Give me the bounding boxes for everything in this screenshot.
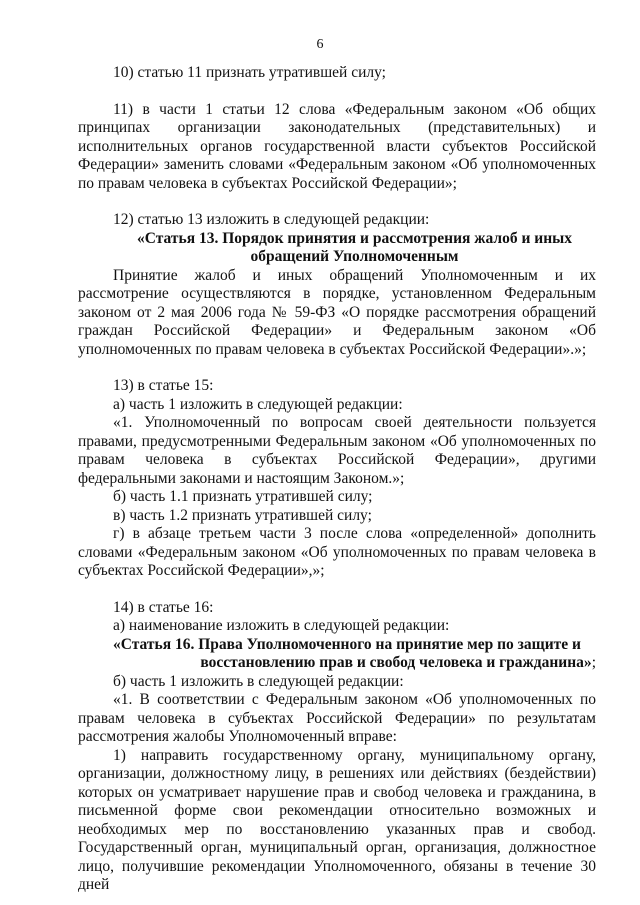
- article-16-heading-text: восстановлению прав и свобод человека и гражданина»: [200, 654, 592, 671]
- item-13-a-text: «1. Уполномоченный по вопросам своей деятельности пользуется правами, предусмотренными Федеральным законом «Об уполномоченных по правам человека в субъектах Российской Федерации», другими федеральными законами и настоящим Законом.»;: [78, 414, 596, 487]
- article-16-heading-tail: ;: [591, 654, 596, 671]
- item-14-b-text: «1. В соответствии с Федеральным законом «Об уполномоченных по правам человека в субъектах Российской Федерации» по результатам рассмотрения жалобы Уполномоченный вправе:: [78, 691, 596, 745]
- item-14-intro: 14) в статье 16:: [113, 598, 214, 616]
- item-14-b-1: 1) направить государственному органу, муниципальному органу, организации, должностному лицу, в решениях или действиях (бездействии) которых он усматривает нарушение прав и свобод человека и гражданина, в письменной форме свои рекомендации относительно возможных и необходимых мер по восстановлению указанных прав и свобод. Государственный орган, муниципальный орган, организация, должностное лицо, получившие рекомендации Уполномоченного, обязаны в течение 30 дней: [78, 746, 596, 893]
- article-13-heading: «Статья 13. Порядок принятия и рассмотрения жалоб и иных обращений Уполномоченным: [137, 229, 572, 265]
- document-body: [78, 64, 596, 895]
- page-number: 6: [316, 37, 324, 52]
- item-12-intro: 12) статью 13 изложить в следующей редакции:: [113, 211, 430, 228]
- article-13-text: Принятие жалоб и иных обращений Уполномоченным и их рассмотрение осуществляются в порядке, установленном Федеральным законом от 2 мая 2006 года № 59-ФЗ «О порядке рассмотрения обращений граждан Российской Федерации» и Федеральным законом «Об уполномоченных по правам человека в субъектах Российской Федерации».»;: [78, 266, 596, 358]
- item-13-intro: 13) в статье 15:: [113, 377, 214, 394]
- item-10: 10) статью 11 признать утратившей силу;: [113, 64, 386, 81]
- item-14-b: б) часть 1 изложить в следующей редакции:: [113, 672, 404, 690]
- item-13-g: г) в абзаце третьем части 3 после слова «определенной» дополнить словами «Федеральным законом «Об уполномоченных по правам человека в субъектах Российской Федерации»,»;: [78, 525, 596, 579]
- item-11: 11) в части 1 статьи 12 слова «Федеральным законом «Об общих принципах организации законодательных (представительных) и исполнительных органов государственной власти субъектов Российской Федерации» заменить словами «Федеральным законом «Об уполномоченных по правам человека в субъектах Российской Федерации»;: [78, 100, 596, 192]
- item-14-a: а) наименование изложить в следующей редакции:: [113, 617, 450, 634]
- item-13-b: б) часть 1.1 признать утратившей силу;: [113, 488, 373, 505]
- item-13-a: а) часть 1 изложить в следующей редакции:: [113, 395, 403, 413]
- article-16-heading-line-2: [78, 654, 596, 673]
- item-13-v: в) часть 1.2 признать утратившей силу;: [113, 506, 372, 524]
- article-16-heading-line-1: «Статья 16. Права Уполномоченного на принятие мер по защите и: [113, 635, 581, 653]
